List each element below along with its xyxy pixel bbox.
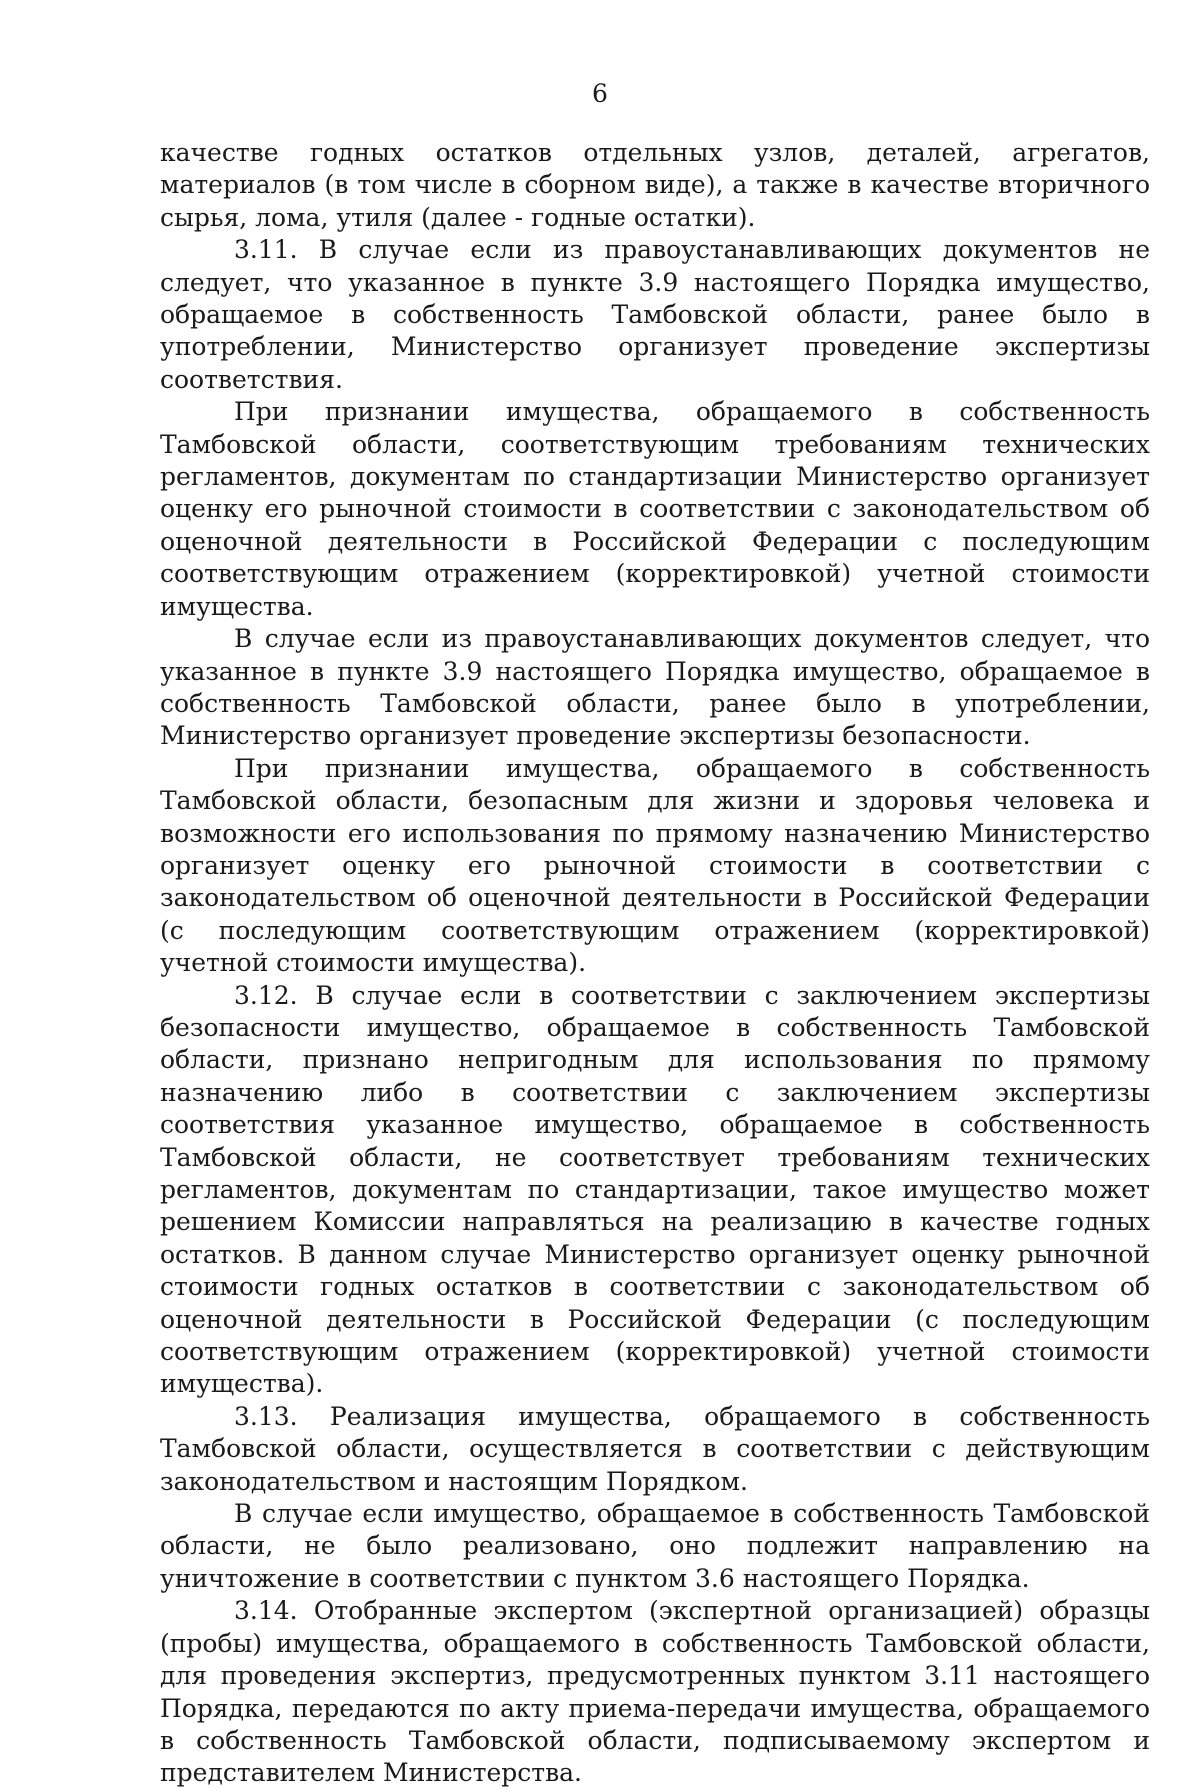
- paragraph-3-14: 3.14. Отобранные экспертом (экспертной организацией) образцы (пробы) имущества, обращаемого в собственность Тамбовской области, для проведения экспертиз, предусмотренных пунктом 3.11 настоящего Порядка, передаются по акту приема-передачи имущества, обращаемого в собственность Тамбовской области, подписываемому экспертом и представителем Министерства.: [160, 1596, 1150, 1788]
- paragraph-safety-valuation: При признании имущества, обращаемого в собственность Тамбовской области, безопасным для жизни и здоровья человека и возможности его использования по прямому назначению Министерство организует оценку его рыночной стоимости в соответствии с законодательством об оценочной деятельности в Российской Федерации (с последующим соответствующим отражением (корректировкой) учетной стоимости имущества).: [160, 753, 1150, 978]
- paragraph-3-11: 3.11. В случае если из правоустанавливающих документов не следует, что указанное в пункте 3.9 настоящего Порядка имущество, обращаемое в собственность Тамбовской области, ранее было в употреблении, Министерство организует проведение экспертизы соответствия.: [160, 235, 1150, 394]
- paragraph-3-12: 3.12. В случае если в соответствии с заключением экспертизы безопасности имущество, обращаемое в собственность Тамбовской области, признано непригодным для использования по прямому назначению либо в соответствии с заключением экспертизы соответствия указанное имущество, обращаемое в собственность Тамбовской области, не соответствует требованиям технических регламентов, документам по стандартизации, такое имущество может решением Комиссии направляться на реализацию в качестве годных остатков. В данном случае Министерство организует оценку рыночной стоимости годных остатков в соответствии с законодательством об оценочной деятельности в Российской Федерации (с последующим соответствующим отражением (корректировкой) учетной стоимости имущества).: [160, 980, 1150, 1399]
- paragraph-conformity-valuation: При признании имущества, обращаемого в собственность Тамбовской области, соответствующим требованиям технических регламентов, документам по стандартизации Министерство организует оценку его рыночной стоимости в соответствии с законодательством об оценочной деятельности в Российской Федерации с последующим соответствующим отражением (корректировкой) учетной стоимости имущества.: [160, 397, 1150, 621]
- page-number: 6: [592, 79, 608, 108]
- paragraph-safety-expertise: В случае если из правоустанавливающих документов следует, что указанное в пункте 3.9 настоящего Порядка имущество, обращаемое в собственность Тамбовской области, ранее было в употреблении, Министерство организует проведение экспертизы безопасности.: [160, 624, 1150, 751]
- paragraph-continuation: качестве годных остатков отдельных узлов, деталей, агрегатов, материалов (в том числе в сборном виде), а также в качестве вторичного сырья, лома, утиля (далее - годные остатки).: [160, 138, 1150, 232]
- document-body: [160, 137, 1150, 1790]
- paragraph-destruction: В случае если имущество, обращаемое в собственность Тамбовской области, не было реализовано, оно подлежит направлению на уничтожение в соответствии с пунктом 3.6 настоящего Порядка.: [160, 1499, 1150, 1593]
- paragraph-3-13: 3.13. Реализация имущества, обращаемого в собственность Тамбовской области, осуществляется в соответствии с действующим законодательством и настоящим Порядком.: [160, 1401, 1150, 1496]
